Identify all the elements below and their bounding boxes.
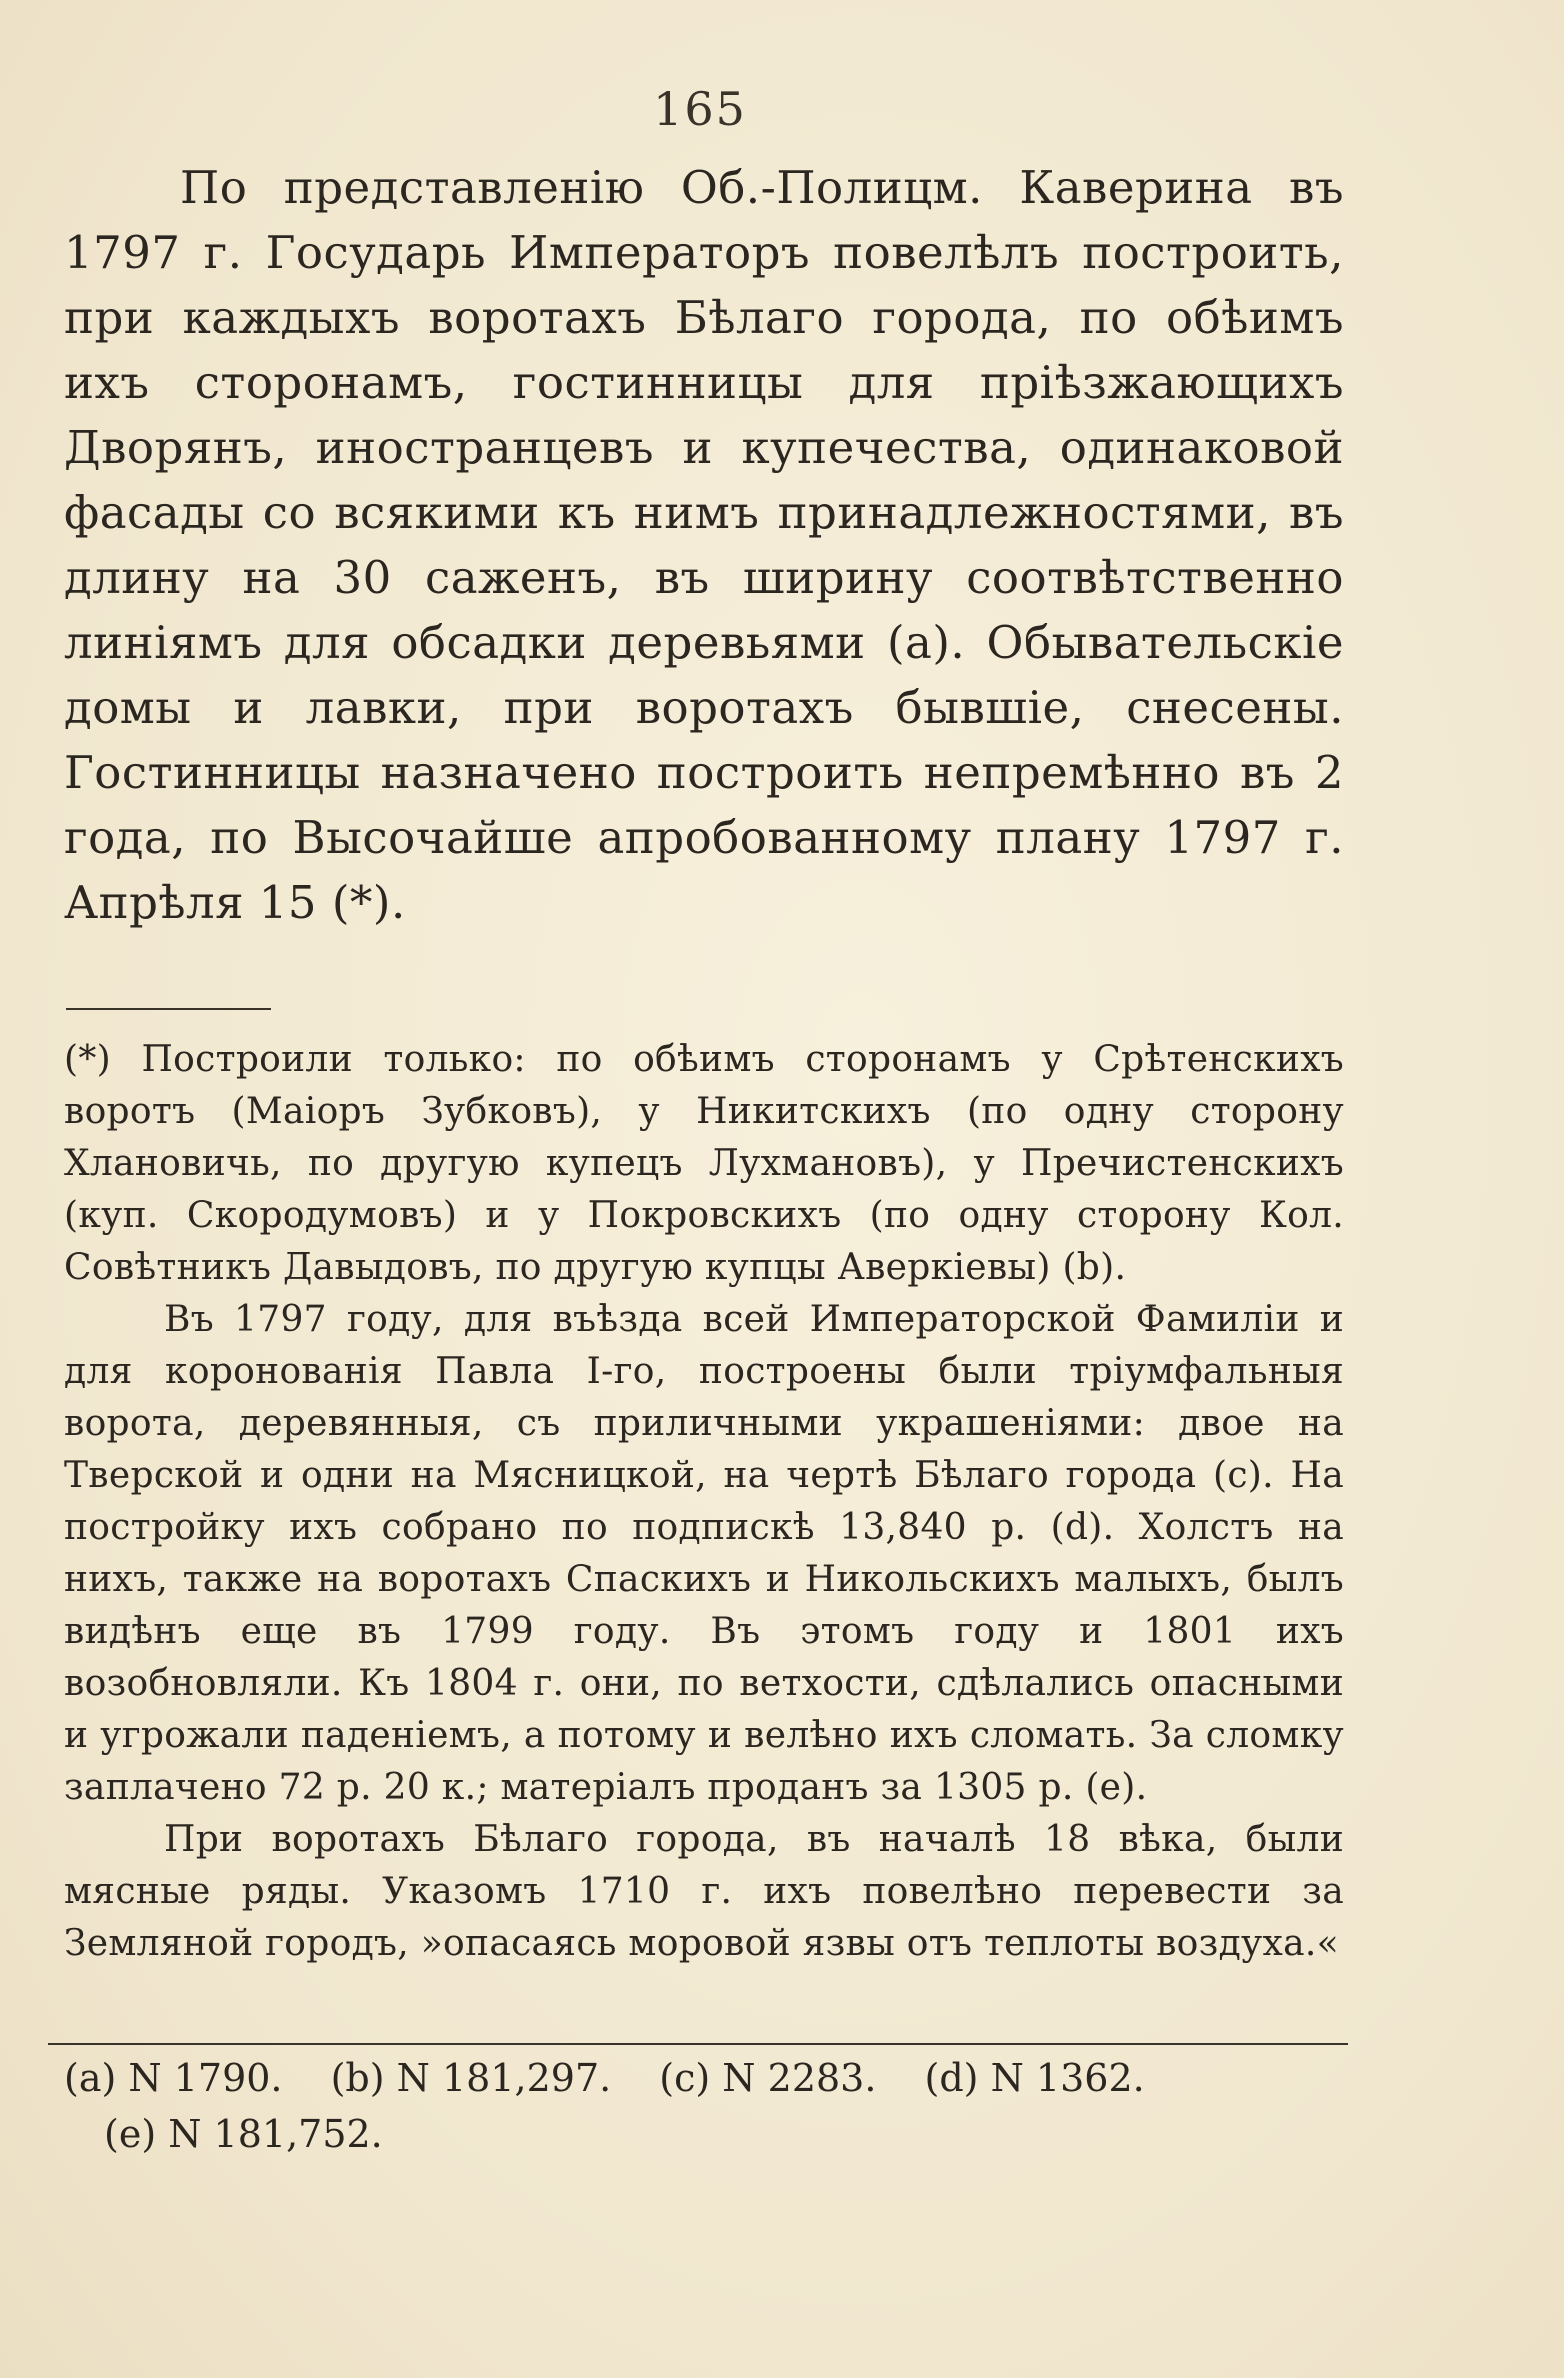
main-paragraph: По представленію Об.-Полицм. Каверина въ 1797 г. Государь Императоръ повелѣлъ построить, при каждыхъ воротахъ Бѣлаго города, по обѣимъ ихъ сторонамъ, гостинницы для пріѣзжающихъ Дворянъ, иностранцевъ и купечества, одинаковой фасады со всякими къ нимъ принадлежностями, въ длину на 30 саженъ, въ ширину соотвѣтственно линіямъ для обсадки деревьями (a). Обывательскіе домы и лавки, при воротахъ бывшіе, снесены. Гостинницы назначено построить непремѣнно въ 2 года, по Высочайше апробованному плану 1797 г. Апрѣля 15 (*). bbox=[64, 161, 1344, 929]
reference: (e) N 181,752. bbox=[104, 2112, 383, 2156]
reference: (c) N 2283. bbox=[659, 2056, 877, 2100]
footnote-separator bbox=[66, 1008, 271, 1010]
footnote bbox=[64, 1034, 1344, 1970]
footnote-paragraph: При воротахъ Бѣлаго города, въ началѣ 18 вѣка, были мясные ряды. Указомъ 1710 г. ихъ повелѣно перевести за Земляной городъ, »опасаясь моровой язвы отъ теплоты воздуха.« bbox=[64, 1819, 1344, 1964]
footnote-paragraph: (*) Построили только: по обѣимъ сторонамъ у Срѣтенскихъ воротъ (Маіоръ Зубковъ), у Никитскихъ (по одну сторону Хлановичь, по другую купецъ Лухмановъ), у Пречистенскихъ (куп. Скородумовъ) и у Покровскихъ (по одну сторону Кол. Совѣтникъ Давыдовъ, по другую купцы Аверкіевы) (b). bbox=[64, 1039, 1344, 1288]
references-line bbox=[64, 2050, 1344, 2106]
reference: (d) N 1362. bbox=[924, 2056, 1145, 2100]
reference: (b) N 181,297. bbox=[330, 2056, 612, 2100]
page-number: 165 bbox=[653, 82, 747, 136]
references bbox=[64, 2050, 1344, 2162]
reference: (a) N 1790. bbox=[64, 2056, 283, 2100]
references-line bbox=[64, 2106, 1344, 2162]
references-separator bbox=[48, 2043, 1348, 2045]
footnote-paragraph: Въ 1797 году, для въѣзда всей Императорской Фамиліи и для коронованія Павла І-го, построены были тріумфальныя ворота, деревянныя, съ приличными украшеніями: двое на Тверской и одни на Мясницкой, на чертѣ Бѣлаго города (c). На постройку ихъ собрано по подпискѣ 13,840 р. (d). Холстъ на нихъ, также на воротахъ Спаскихъ и Никольскихъ малыхъ, былъ видѣнъ еще въ 1799 году. Въ этомъ году и 1801 ихъ возобновляли. Къ 1804 г. они, по ветхости, сдѣлались опасными и угрожали паденіемъ, а потому и велѣно ихъ сломать. За сломку заплачено 72 р. 20 к.; матеріалъ проданъ за 1305 р. (e). bbox=[64, 1299, 1344, 1808]
